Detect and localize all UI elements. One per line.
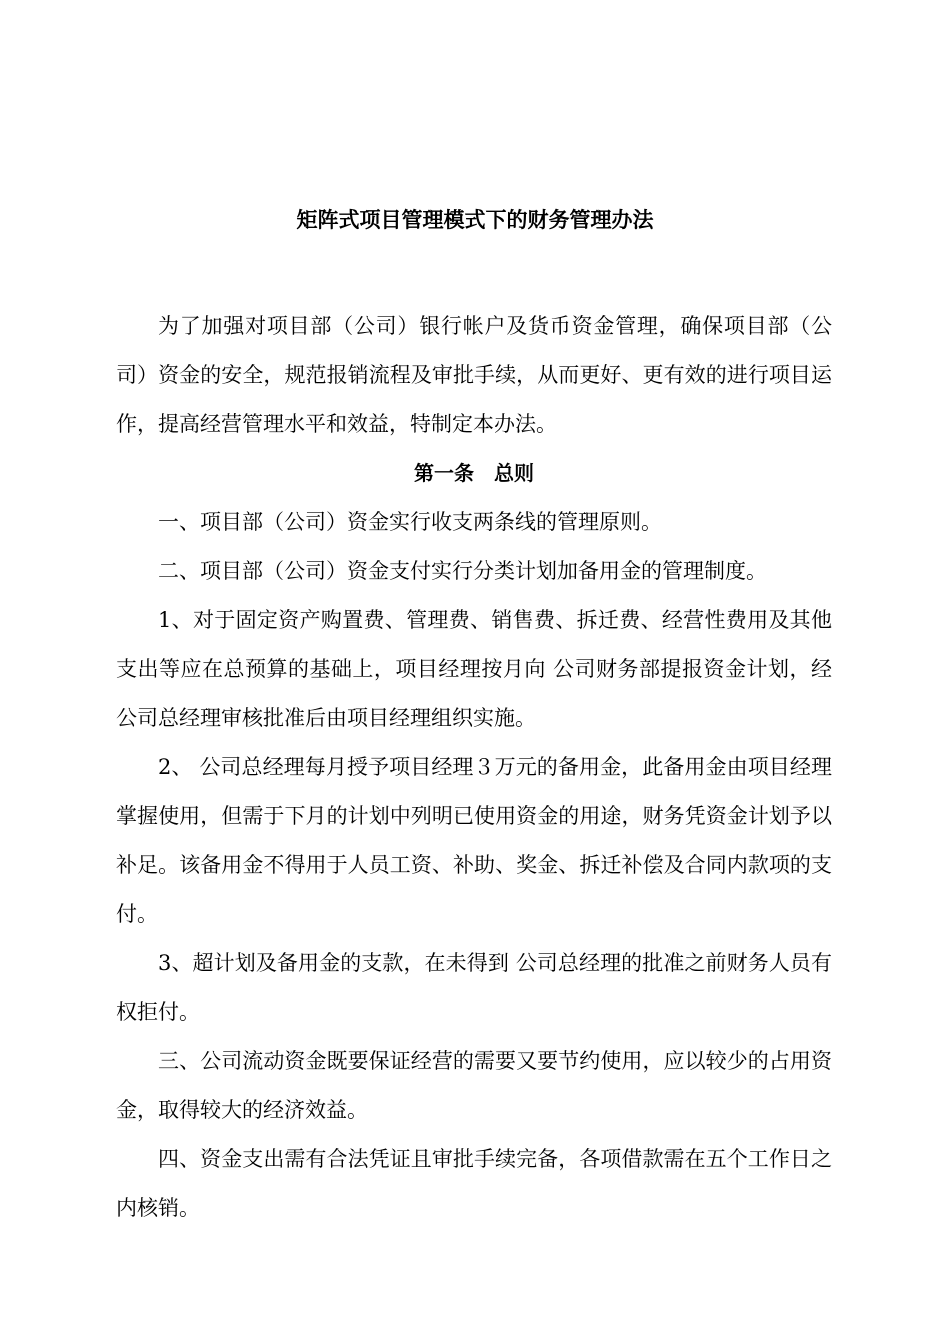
section-heading-general: 第一条 总则 bbox=[414, 461, 534, 485]
paragraph-item-1: 一、项目部（公司）资金实行收支两条线的管理原则。 bbox=[158, 510, 662, 534]
paragraph-item-4: 四、资金支出需有合法凭证且审批手续完备，各项借款需在五个工作日之内核销。 bbox=[116, 1147, 832, 1220]
document-title: 矩阵式项目管理模式下的财务管理办法 bbox=[296, 208, 654, 232]
paragraph-item-2: 二、项目部（公司）资金支付实行分类计划加备用金的管理制度。 bbox=[158, 559, 767, 583]
paragraph-subitem-2: 2、 公司总经理每月授予项目经理３万元的备用金，此备用金由项目经理掌握使用，但需于下月的计划中列明已使用资金的用途，财务凭资金计划予以补足。该备用金不得用于人员工资、补助、奖金、拆迁补偿及合同内款项的支付。 bbox=[116, 755, 832, 926]
paragraph-subitem-1: 1、对于固定资产购置费、管理费、销售费、拆迁费、经营性费用及其他支出等应在总预算的基础上，项目经理按月向 公司财务部提报资金计划，经 公司总经理审核批准后由项目经理组织实施。 bbox=[116, 608, 832, 730]
intro-paragraph: 为了加强对项目部（公司）银行帐户及货币资金管理，确保项目部（公司）资金的安全，规范报销流程及审批手续，从而更好、更有效的进行项目运作，提高经营管理水平和效益，特制定本办法。 bbox=[116, 314, 832, 436]
document-body bbox=[116, 302, 832, 1233]
paragraph-subitem-3: 3、超计划及备用金的支款，在未得到 公司总经理的批准之前财务人员有权拒付。 bbox=[116, 951, 832, 1024]
paragraph-item-3: 三、公司流动资金既要保证经营的需要又要节约使用，应以较少的占用资金，取得较大的经济效益。 bbox=[116, 1049, 832, 1122]
